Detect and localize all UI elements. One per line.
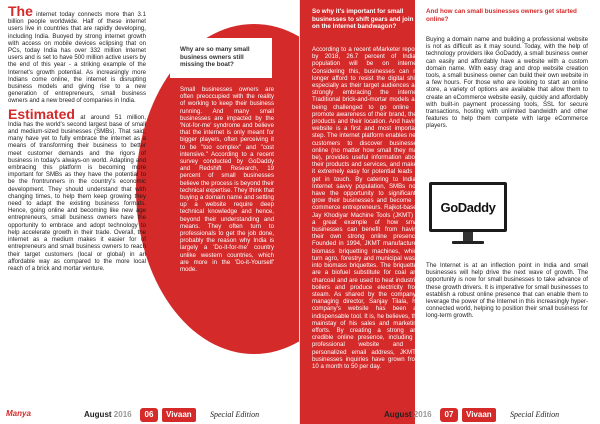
- footer-date: [84, 410, 132, 419]
- left-article-column: [8, 3, 146, 272]
- footer-right: [300, 406, 600, 424]
- footer-logo: Manya: [306, 409, 331, 418]
- footer-edition: Special Edition: [210, 410, 260, 419]
- page-number: 07: [440, 408, 458, 422]
- white-column-heading: And how can small businesses owners get started online?: [426, 8, 577, 23]
- page-number: 06: [140, 408, 158, 422]
- footer-edition: Special Edition: [510, 410, 560, 419]
- footer-year: 2016: [113, 410, 132, 419]
- monitor-display: [432, 185, 504, 229]
- circle-heading: Why are so many small business owners still missing the boat?: [180, 46, 250, 69]
- intro-dropcap: The: [8, 3, 33, 19]
- intro-text: internet today connects more than 3.1 billion people worldwide. Half of these internet users live in countries that are rapidly developing, including India. Buoyed by strong internet growth with access on mobile devices eclipsing that on PCs, today India has over 332 million Internet users and is set to have 500 million active users by the end of this year - a striking example of the Internet's growth potential. As increasingly more Indians come online, the internet is disrupting business models and giving rise to a new generation of entrepreneurs, small business owners and a new breed of companies in India.: [8, 11, 146, 105]
- godaddy-logo: GoDaddy: [440, 199, 496, 215]
- footer-month: August: [84, 410, 112, 419]
- footer-logo: Manya: [6, 409, 31, 418]
- second-text: at around 51 million, India has the world's second largest base of small and medium-sized businesses (SMBs). That said, many have yet to fully embrace the internet as a means of transforming their business to better meet customer demands and the rigors of business in today's always-on world. Adapting and embracing this platform is becoming more important for SMBs as they have the potential to be the frontrunners in the country's economic development. They should understand that with changing times, to help them keep growing they need to adapt the existing business formats. Hence, going online and becoming like new age entrepreneurs, small business owners have the opportunity to embrace and adopt technology to help accelerate growth in their trade. Overall, the internet as a medium makes it easier for of entrepreneurs and small business owners to reach their target customers (local or global) in an affordable way as compared to the more local reach of a brick and mortar venture.: [8, 113, 146, 272]
- second-paragraph: [8, 105, 146, 272]
- circle-body-text: Small businesses owners are often preoccupied with the reality of working to keep their business running. And many small businesses are impacted by the 'Not-for-me' syndrome and believe that the internet is only meant for bigger players, often perceiving it to be "too complex" and "cost intensive." According to a recent survey conducted by GoDaddy and Redshift Research, 19 percent of small businesses believe the process is beyond their technical expertise. They think that buying a domain name and setting up a website require deep technical knowledge and hence, beyond their understanding and means. They often turn to professionals to get the job done, probably the reason why India is largely a 'Do-it-for-me' country unlike western countries, which are more in the 'Do-it-Yourself' mode.: [180, 86, 274, 274]
- monitor-image: [429, 182, 507, 246]
- white-column-text: Buying a domain name and building a professional website is not as difficult as it may sound. Today, with the help of technology providers like GoDaddy, a small business owner can easily and affordably have a website with a custom domain name. With easy drag and drop website creation tools, a small business owner can build their own website in a few hours. For those who are looking to start an online store, a variety of options are available that allow them to create an eCommerce website easily, quickly and affordably with built-in payment processing tools, SSL for secure transactions, hosting with unlimited bandwidth and other features to help them compete with large eCommerce players.: [426, 36, 588, 130]
- footer-date: [384, 410, 432, 419]
- red-column-heading: So why it's important for small businesses to shift gears and join on the Internet bandwagon?: [312, 8, 414, 31]
- monitor-stand-base: [452, 241, 484, 244]
- white-column-text-2: The Internet is at an inflection point in India and small businesses will help drive the next wave of growth. The opportunity is now for small businesses to take advance of these growth drivers. It is imperative for small businesses to establish a robust online presence that can enable them to leverage the power of the Internet in this increasingly hyper-connected world, helping to position their small business for long-term growth.: [426, 262, 588, 320]
- page-right: [300, 0, 600, 424]
- footer-brand: Vivaan: [162, 408, 196, 422]
- monitor-screen: [429, 182, 507, 232]
- monitor-stand-neck: [463, 232, 473, 241]
- red-column-text: According to a recent eMarketer report, by 2018, 26.7 percent of India's population will be on internet. Considering this, businesses can no longer afford to resist the digital shift, especially as their target audiences are strongly embracing the internet. Traditional brick-and-mortar models are being challenged to go online to promote awareness of their brand, their products and their location. And having website is a first and most important step. The internet platform enables new customers to discover businesses online (no matter how small they may be), provides useful information about their products and services, and makes it extremely easy for potential leads to get in touch. By catering to India's Internet savvy population, SMBs now have the opportunity to significantly grow their businesses and become e-commerce entrepreneurs. Rajkot-based Jay Khodiyar Machine Tools (JKMT) is a great example of how small businesses can benefit from having their own strong online presence. Founded in 1994, JKMT manufactures biomass briquetting machines, which turn agro, forestry and municipal waste into biomass briquettes. The briquettes are a biofuel substitute for coal and charcoal and are used to heat industrial boilers and produce electricity from steam. As shared by the company's managing director, Sanjay Tilala, his company's website has been an indispensable tool. It is, he believes, the mainstay of his sales and marketing efforts. By creating a strong and credible online presence, including a professional website and a personalized email address, JKMT's businesses inquiries have grown from 10 a month to 50 per day.: [312, 46, 420, 370]
- footer-month: August: [384, 410, 412, 419]
- intro-paragraph: [8, 3, 146, 105]
- footer-year: 2016: [413, 410, 432, 419]
- footer-left: [0, 406, 300, 424]
- second-dropcap: Estimated: [8, 105, 75, 122]
- footer-brand: Vivaan: [462, 408, 496, 422]
